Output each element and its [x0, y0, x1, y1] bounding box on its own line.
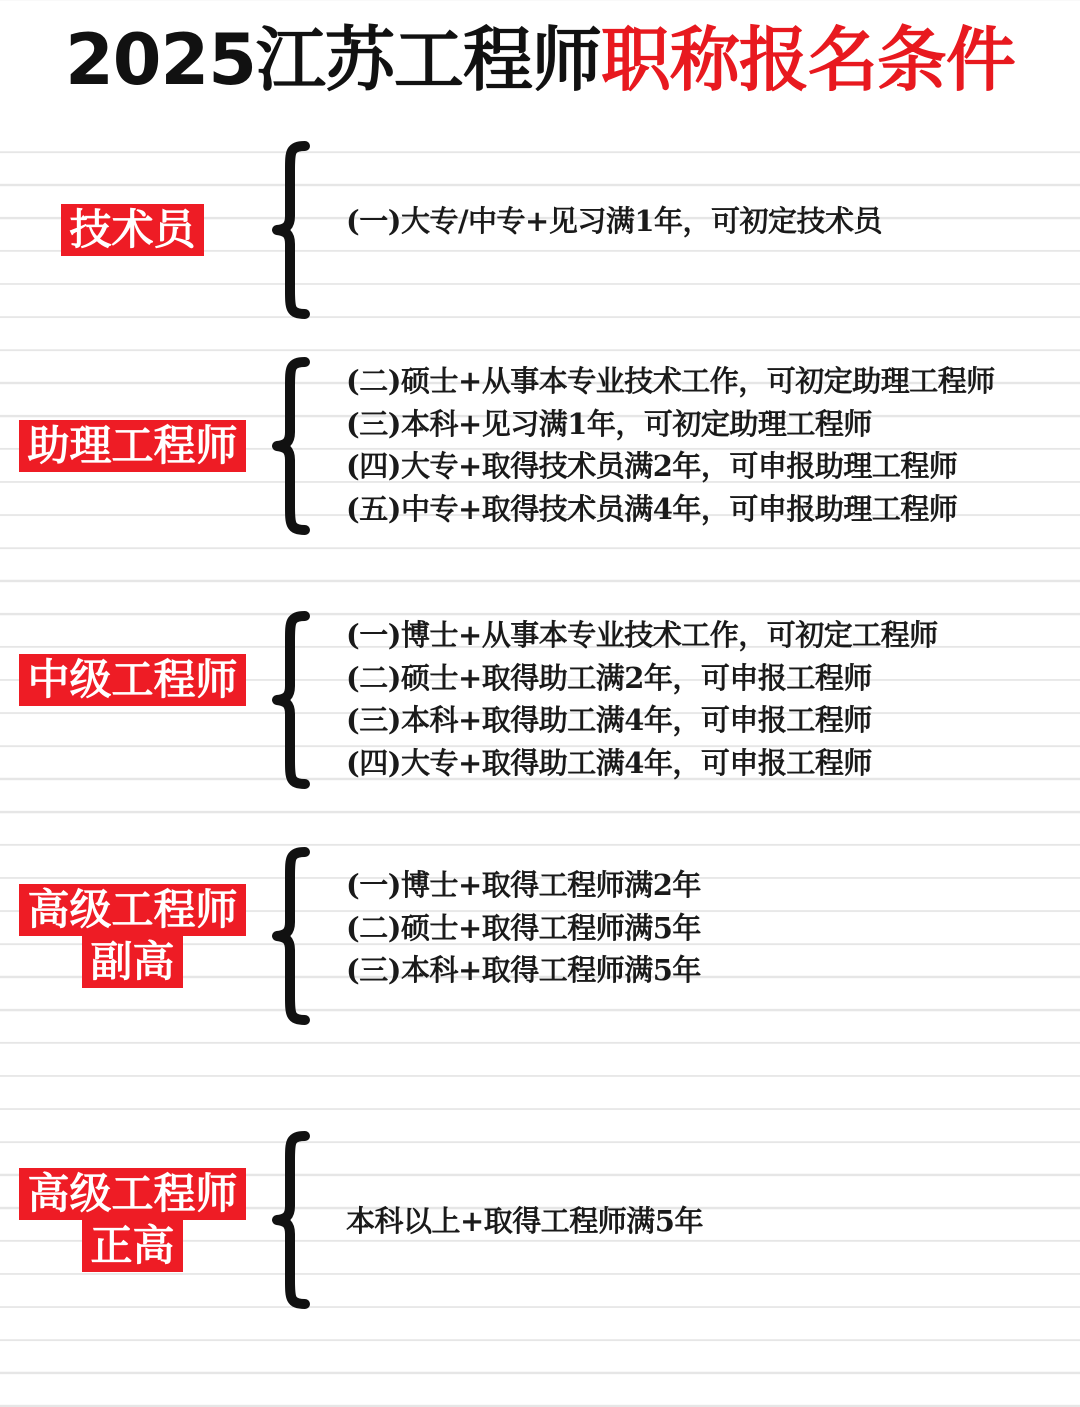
requirement-list: [346, 360, 995, 530]
brace-icon: [272, 846, 312, 1026]
requirement-item: (四)大专+取得技术员满2年，可申报助理工程师: [346, 449, 958, 483]
section-sublabel: 副高: [82, 936, 182, 988]
brace-icon: [272, 610, 312, 790]
section-assistant-engineer: [0, 356, 1080, 536]
requirement-list: [346, 614, 938, 784]
section-label: 中级工程师: [19, 654, 245, 706]
requirement-list: [346, 200, 882, 243]
section-sublabel: 正高: [82, 1220, 182, 1272]
requirement-item: (五)中专+取得技术员满4年，可申报助理工程师: [346, 491, 958, 526]
requirement-item: (一)大专/中专+见习满1年，可初定技术员: [346, 204, 883, 238]
requirement-item: (三)本科+见习满1年，可初定助理工程师: [346, 406, 872, 441]
requirement-item: (三)本科+取得助工满4年，可申报工程师: [346, 703, 872, 737]
page-title: [0, 12, 1080, 108]
requirement-item: (二)硕士+从事本专业技术工作，可初定助理工程师: [346, 364, 995, 398]
section-label: 助理工程师: [19, 420, 245, 472]
section-senior-engineer-full: [0, 1130, 1080, 1310]
section-technician: [0, 140, 1080, 320]
section-label-group: [0, 846, 265, 1026]
requirement-item: (二)硕士+取得工程师满5年: [346, 910, 701, 945]
section-label-group: [0, 356, 265, 536]
requirement-item: (三)本科+取得工程师满5年: [346, 953, 701, 987]
section-label: 高级工程师: [19, 884, 245, 936]
section-label-group: [0, 140, 265, 320]
requirement-item: (一)博士+取得工程师满2年: [346, 868, 701, 902]
section-intermediate-engineer: [0, 610, 1080, 790]
section-label: 技术员: [61, 204, 203, 256]
title-part-black: 2025江苏工程师: [65, 19, 601, 101]
requirement-item: (一)博士+从事本专业技术工作，可初定工程师: [346, 618, 938, 652]
section-label: 高级工程师: [19, 1168, 245, 1220]
brace-icon: [272, 356, 312, 536]
section-label-group: [0, 1130, 265, 1310]
brace-icon: [272, 1130, 312, 1310]
requirement-item: (二)硕士+取得助工满2年，可申报工程师: [346, 660, 872, 695]
requirement-item: 本科以上+取得工程师满5年: [346, 1204, 703, 1238]
section-senior-engineer-associate: [0, 846, 1080, 1026]
section-label-group: [0, 610, 265, 750]
requirement-list: [346, 864, 701, 992]
requirement-item: (四)大专+取得助工满4年，可申报工程师: [346, 745, 872, 780]
title-part-red: 职称报名条件: [600, 19, 1015, 101]
requirement-list: [346, 1200, 703, 1243]
brace-icon: [272, 140, 312, 320]
